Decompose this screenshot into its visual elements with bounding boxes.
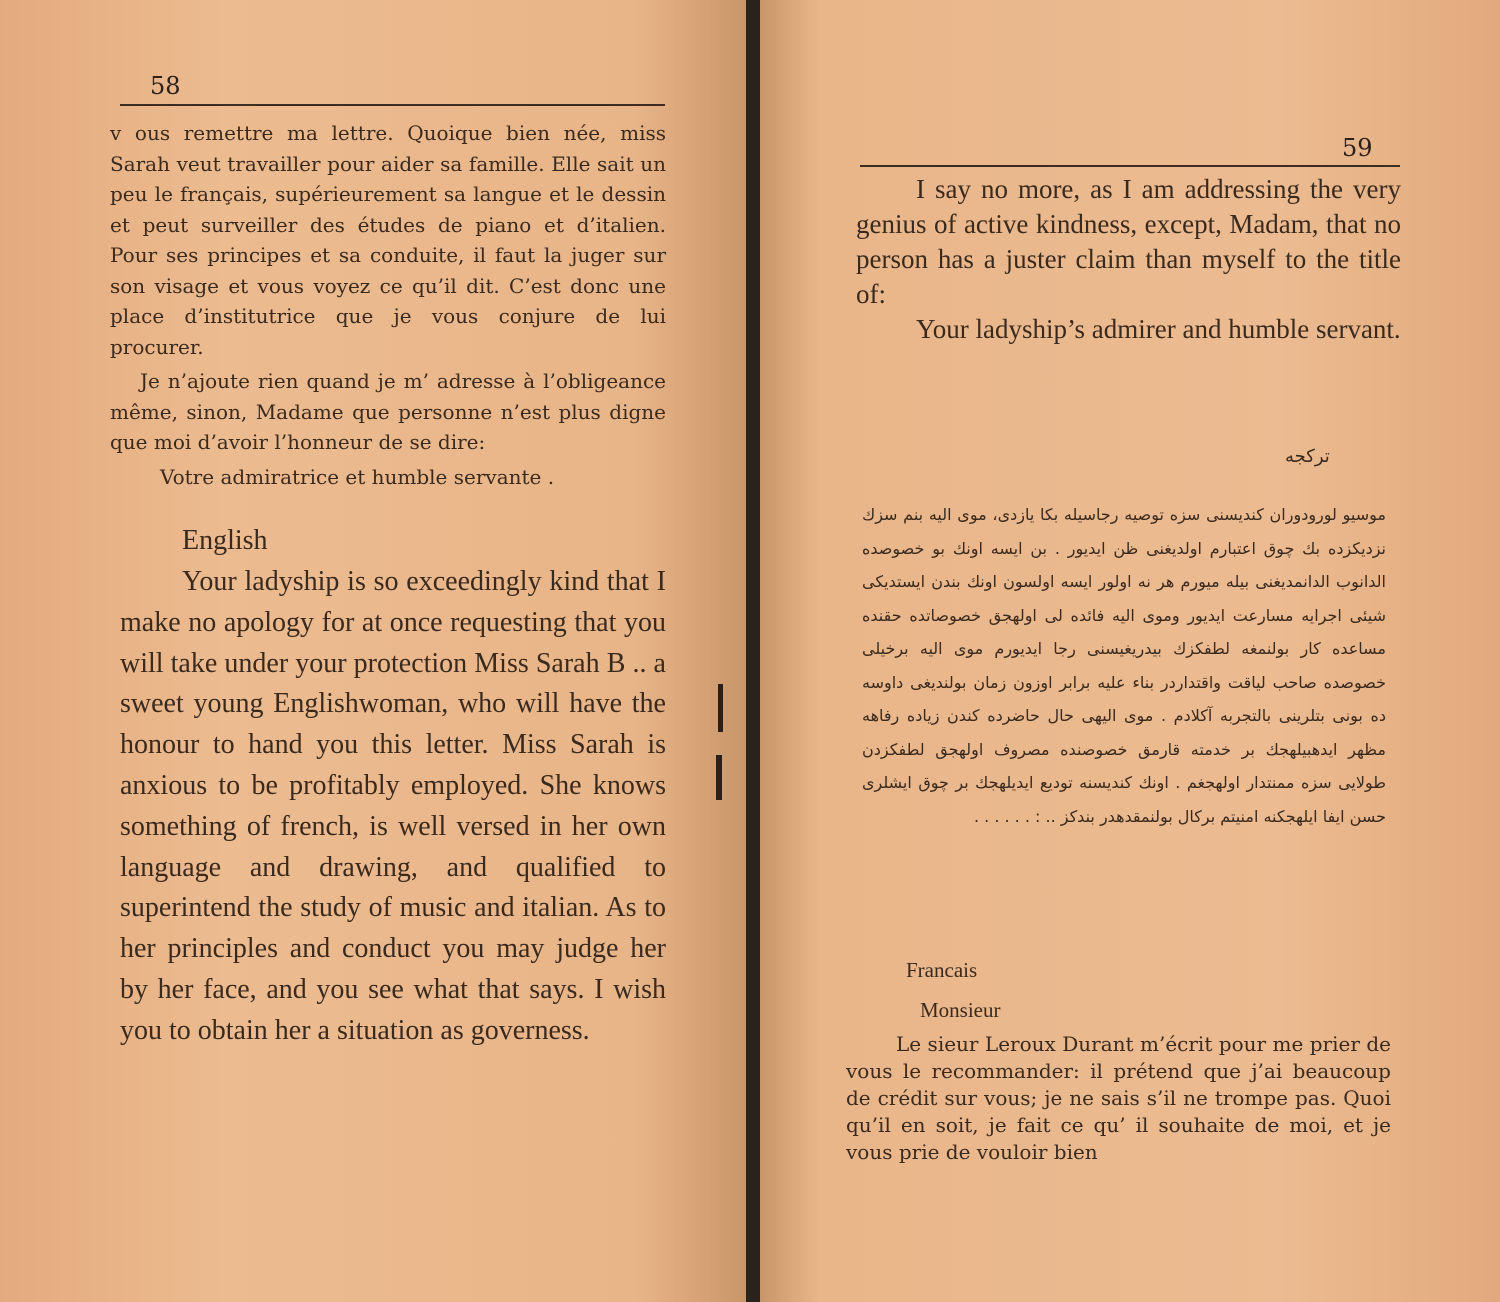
right-page [760,0,1500,1302]
header-rule [860,165,1400,167]
french-salutation: Monsieur [920,998,1001,1022]
page-number: 58 [150,72,181,100]
page-number: 59 [1342,134,1373,162]
turkish-heading: تركجه [1285,446,1330,467]
left-page [0,0,746,1302]
header-rule [120,104,665,106]
french-letter [110,118,666,492]
binding-stitch [718,684,723,732]
english-heading: English [182,525,268,556]
french-closing: Votre admiratrice et humble servante . [160,464,555,489]
english-signature: Your ladyship’s admirer and humble servant. [916,314,1401,344]
french-heading: Francais [906,958,978,982]
turkish-paragraph: موسيو لورودوران كنديسنى سزه توصيه رجاسيله بكا يازدى، موى اليه بنم سزك نزديكزده بك چوق اعتبارم اولديغنى ظن ايديور . بن ايسه اونك بو خصوصده الدانوب الدانمديغنى بيله ميورم هر نه اولور ايسه اولسون اونك بندن ايستديكى شيئى اجرايه مسارعت ايديور وموى اليه فائده لى اولهجق خصوصاتده حقنده مساعده كار بولنمغه لطفكزك بيدريغيسنى رجا ايديورم موى اليه برخيلى خصوصده صاحب لياقت واقتداردر بناء عليه برابر اوزون زمان بولنديغى داوسه ده بونى بتلرينى بالتجربه آكلادم . موى اليهى حال حاضرده كندن زياده رفاهه مظهر ايدهبيلهجك بر خدمته قارمق خصوصنده مصروف اولهجق لطفكزدن طولايى سزه ممنتدار اولهجغم . اونك كنديسنه توديع ايديلهجك بر چوق ايشلرى حسن ايفا ايلهجكنه امنيتم بركال بولنمقدهدر بندكز .. : . . . . . . [862,505,1386,826]
binding-stitch [716,755,722,800]
english-paragraph: Your ladyship is so exceedingly kind that I make no apology for at once requesting that you will take under your protection Miss Sarah B .. a sweet young Englishwoman, who will have the honour to hand you this letter. Miss Sarah is anxious to be profitably employed. She knows something of french, is well versed in her own language and drawing, and qualified to superintend the study of music and italian. As to her principles and conduct you may judge her by her face, and you see what that says. I wish you to obtain her a situation as governess. [120,566,666,1046]
english-closing [856,172,1401,347]
french-paragraph: v ous remettre ma lettre. Quoique bien née, miss Sarah veut travailler pour aider sa famille. Elle sait un peu le français, supérieurement sa langue et le dessin et peut surveiller des études de piano et d’italien. Pour ses principes et sa conduite, il faut la juger sur son visage et vous voyez ce qu’il dit. C’est donc une place d’institutrice que je vous conjure de lui procurer. [110,121,666,359]
english-paragraph: I say no more, as I am addressing the very genius of active kindness, except, Madam, that no person has a juster claim than myself to the title of: [856,174,1401,309]
french-paragraph: Le sieur Leroux Durant m’écrit pour me prier de vous le recommander: il prétend que j’ai beaucoup de crédit sur vous; je ne sais s’il ne trompe pas. Quoi qu’il en soit, je fait ce qu’ il souhaite de moi, et je vous prie de vouloir bien [846,1032,1391,1164]
french-paragraph: Je n’ajoute rien quand je m’ adresse à l’obligeance même, sinon, Madame que personne n’est plus digne que moi d’avoir l’honneur de se dire: [110,369,666,454]
